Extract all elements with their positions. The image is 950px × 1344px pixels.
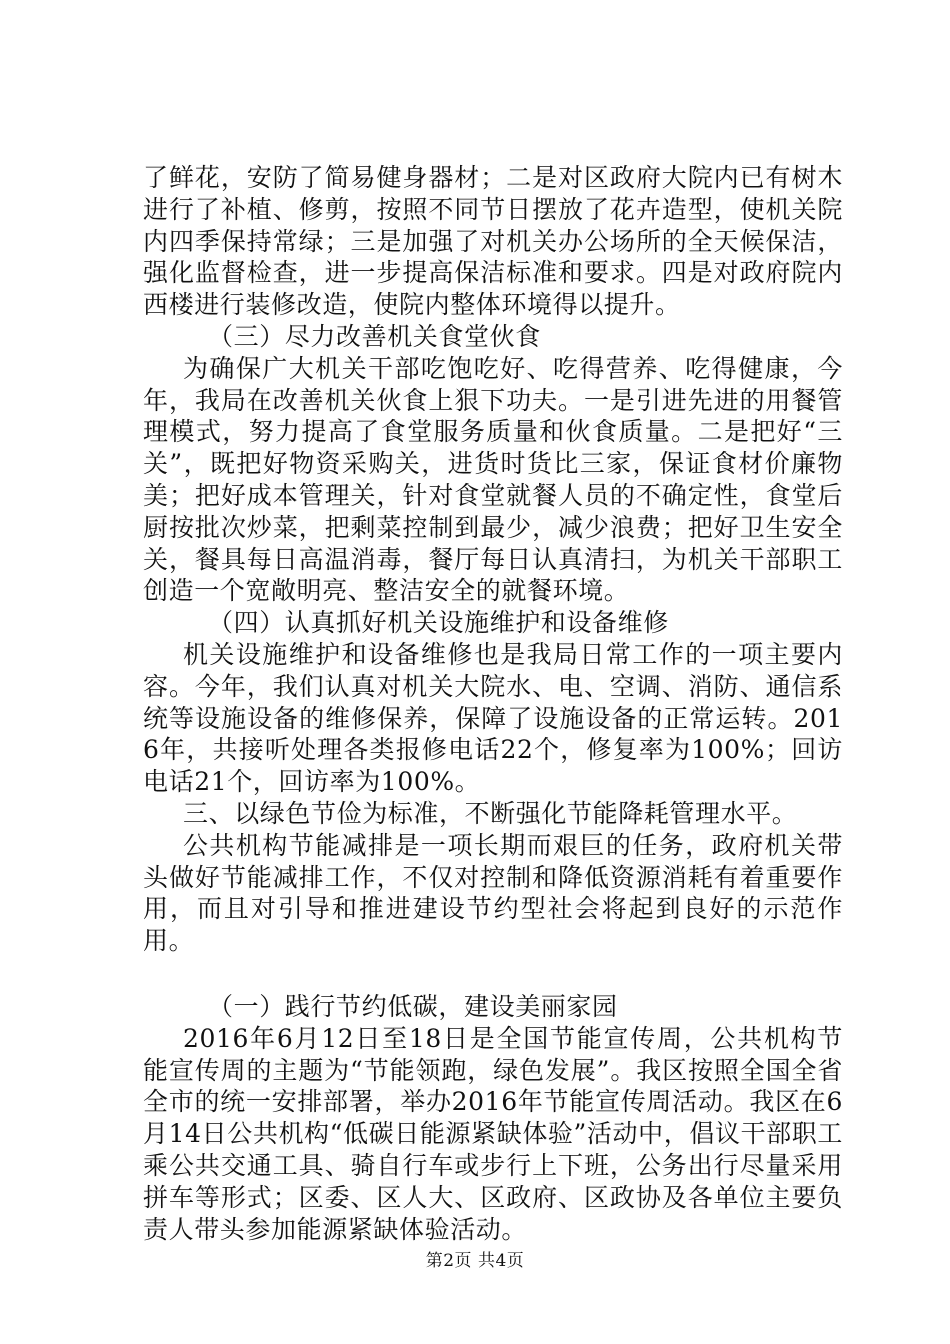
paragraph-campus-environment: 了鲜花，安防了简易健身器材；二是对区政府大院内已有树木进行了补植、修剪，按照不同节日摆放了花卉造型，使机关院内四季保持常绿；三是加强了对机关办公场所的全天候保洁，强化监督检查，进一步提高保洁标准和要求。四是对政府院内西楼进行装修改造，使院内整体环境得以提升。 bbox=[143, 163, 843, 320]
heading-canteen: （三）尽力改善机关食堂伙食 bbox=[208, 321, 541, 351]
paragraph-facility-maintenance: 机关设施维护和设备维修也是我局日常工作的一项主要内容。今年，我们认真对机关大院水、电、空调、消防、通信系统等设施设备的维修保养，保障了设施设备的正常运转。2016年，共接听处理各类报修电话22个，修复率为100%；回访电话21个，回访率为100%。 bbox=[143, 639, 843, 797]
paragraph-canteen: 为确保广大机关干部吃饱吃好、吃得营养、吃得健康，今年，我局在改善机关伙食上狠下功夫。一是引进先进的用餐管理模式，努力提高了食堂服务质量和伙食质量。二是把好“三关”，既把好物资采购关，进货时货比三家，保证食材价廉物美；把好成本管理关，针对食堂就餐人员的不确定性，食堂后厨按批次炒菜，把剩菜控制到最少，减少浪费；把好卫生安全关，餐具每日高温消毒，餐厅每日认真清扫，为机关干部职工创造一个宽敞明亮、整洁安全的就餐环境。 bbox=[143, 353, 843, 606]
page-number-footer: 第2页 共4页 bbox=[425, 1251, 525, 1271]
paragraph-low-carbon: 2016年6月12日至18日是全国节能宣传周，公共机构节能宣传周的主题为“节能领跑，绿色发展”。我区按照全国全省全市的统一安排部署，举办2016年节能宣传周活动。我区在6月14日公共机构“低碳日能源紧缺体验”活动中，倡议干部职工乘公共交通工具、骑自行车或步行上下班，公务出行尽量采用拼车等形式；区委、区人大、区政府、区政协及各单位主要负责人带头参加能源紧缺体验活动。 bbox=[143, 1023, 843, 1244]
heading-facility-maintenance: （四）认真抓好机关设施维护和设备维修 bbox=[208, 608, 669, 638]
heading-energy-saving: 三、以绿色节俭为标准，不断强化节能降耗管理水平。 bbox=[183, 798, 798, 828]
heading-low-carbon: （一）践行节约低碳，建设美丽家园 bbox=[208, 991, 618, 1021]
paragraph-energy-saving: 公共机构节能减排是一项长期而艰巨的任务，政府机关带头做好节能减排工作，不仅对控制和降低资源消耗有着重要作用，而且对引导和推进建设节约型社会将起到良好的示范作用。 bbox=[143, 830, 843, 956]
paragraph-gap bbox=[143, 957, 843, 991]
document-body bbox=[143, 162, 843, 1245]
